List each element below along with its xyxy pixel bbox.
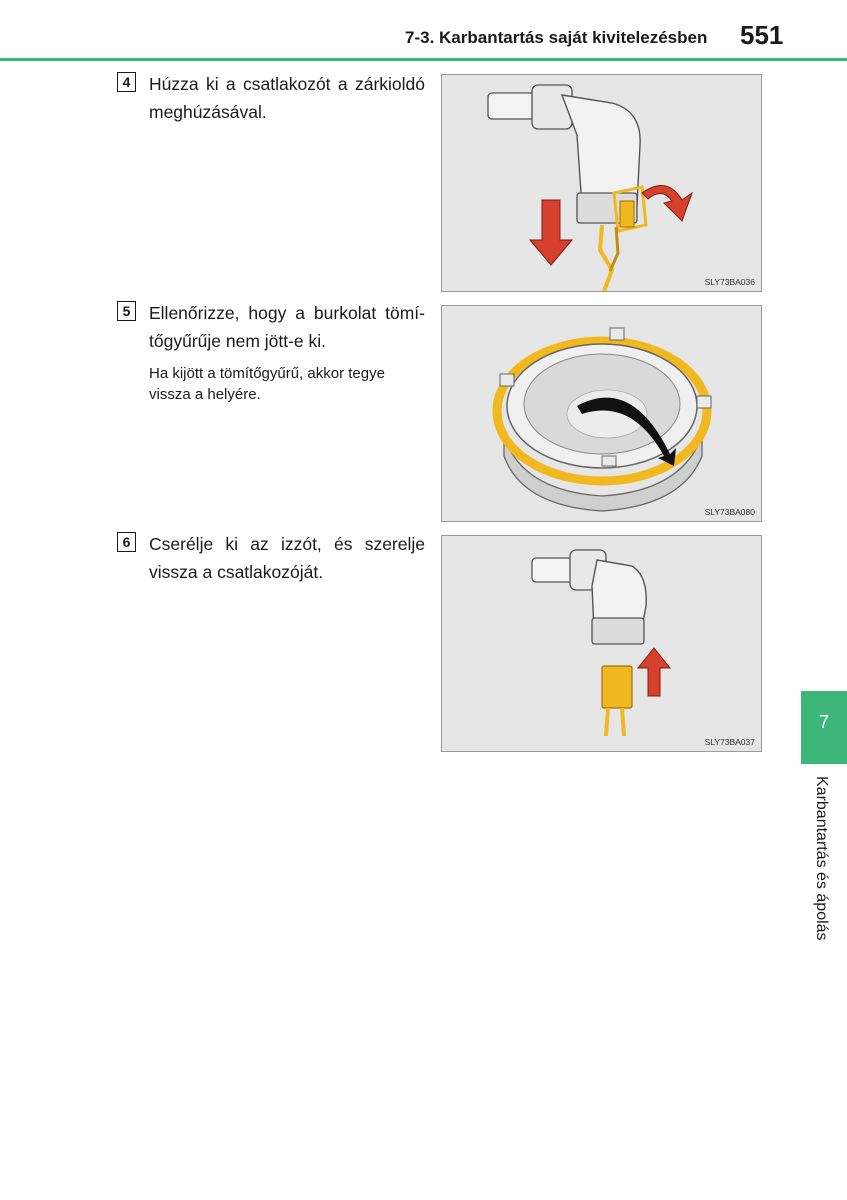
seal-ring-illustration: [442, 306, 761, 521]
connector-unplug-illustration: [442, 75, 761, 291]
bulb-replace-illustration: [442, 536, 761, 751]
step-5: [117, 299, 425, 405]
figure-code: SLY73BA080: [704, 507, 755, 517]
figure-unplug-connector: [441, 74, 762, 292]
figure-code: SLY73BA036: [704, 277, 755, 287]
step-number: 4: [117, 72, 136, 92]
step-text: Cserélje ki az izzót, és szerelje vissza a csatlakozóját.: [149, 534, 425, 582]
figure-code: SLY73BA037: [704, 737, 755, 747]
step-number: 5: [117, 301, 136, 321]
step-text: Ellenőrizze, hogy a burkolat tömítőgyűrűje nem jött-e ki.: [149, 303, 425, 351]
header-rule: [0, 58, 847, 61]
figure-replace-bulb: [441, 535, 762, 752]
step-number: 6: [117, 532, 136, 552]
chapter-tab: 7: [801, 691, 847, 764]
step-6: [117, 530, 425, 586]
figure-seal-check: [441, 305, 762, 522]
step-4: [117, 70, 425, 126]
page-number: 551: [740, 20, 784, 50]
step-note: Ha kijött a tömítőgyűrű, akkor tegye vissza a helyére.: [149, 365, 385, 403]
header-title: 7-3. Karbantartás saját kivitelezésben: [405, 28, 708, 47]
chapter-title: Karbantartás és ápolás: [813, 776, 830, 941]
step-text: Húzza ki a csatlakozót a zárkioldó meghúzásával.: [149, 74, 425, 122]
